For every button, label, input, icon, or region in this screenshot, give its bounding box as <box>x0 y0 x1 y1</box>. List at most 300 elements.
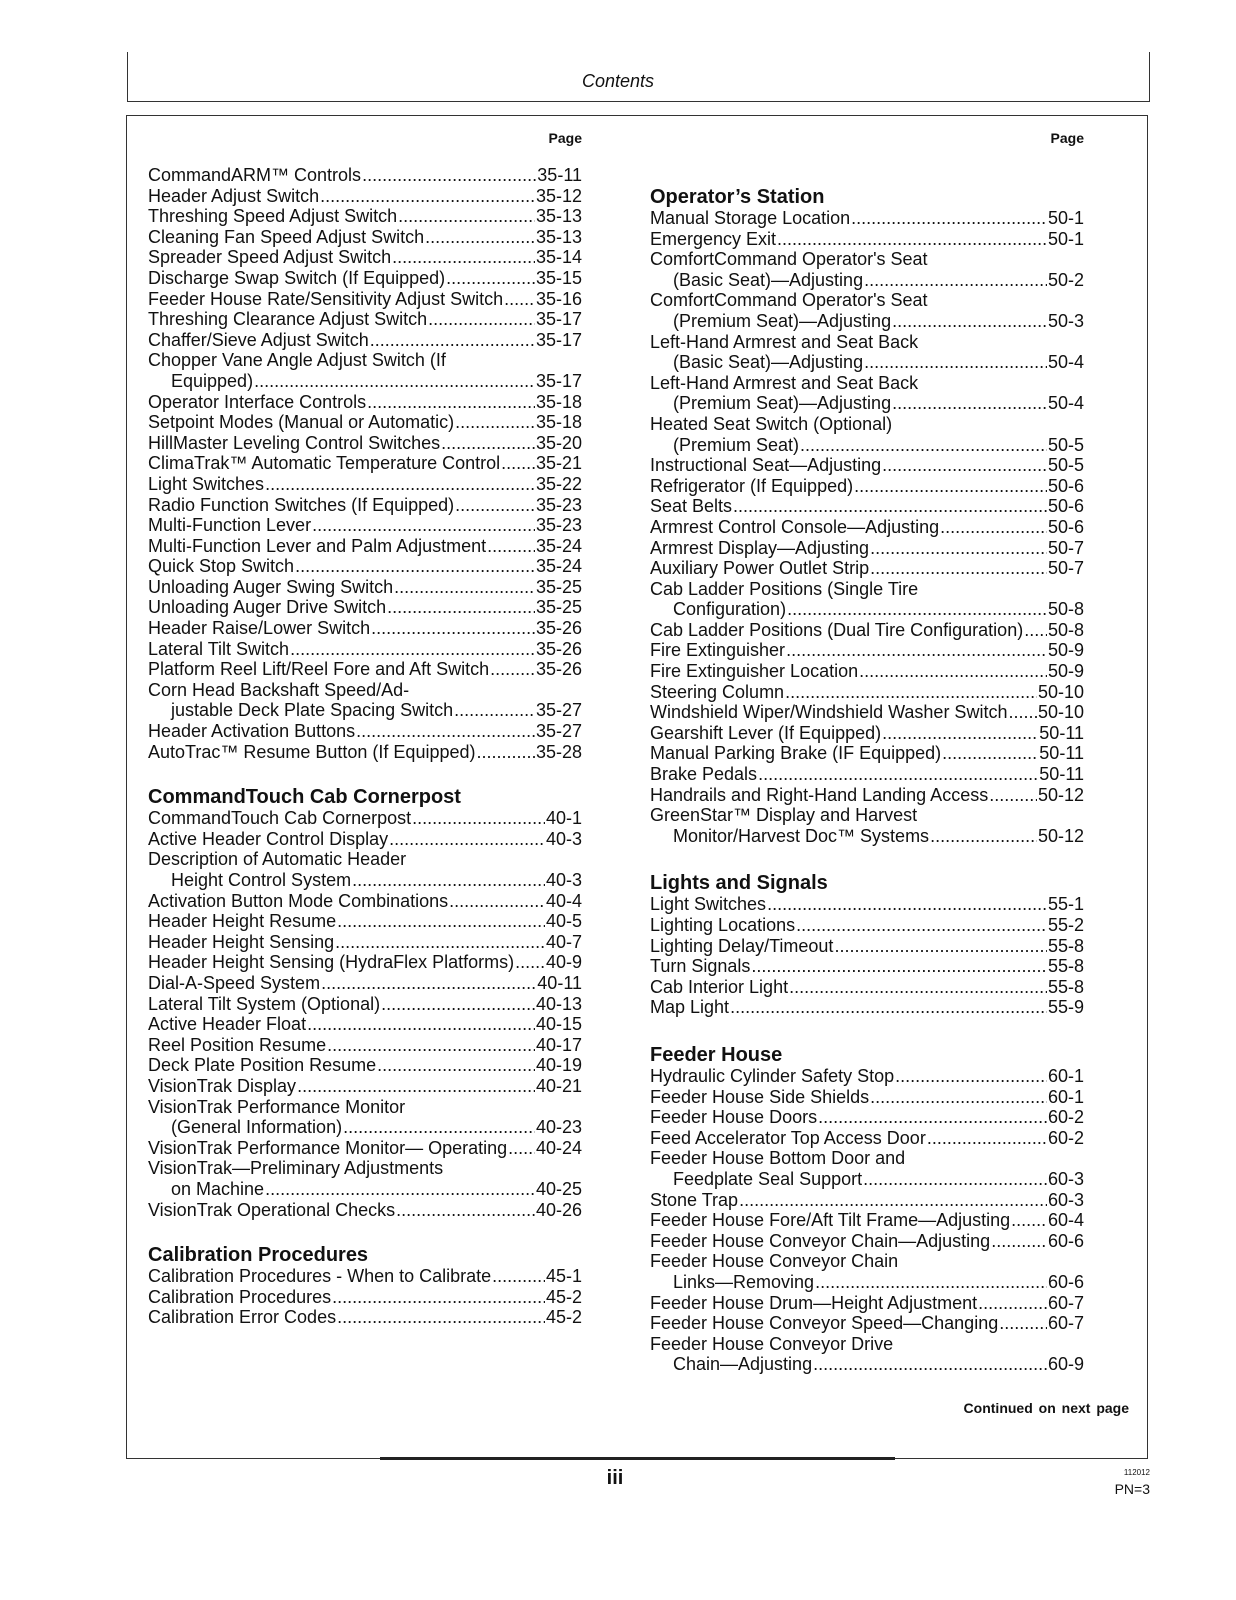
dot-leader <box>455 495 535 516</box>
section-gap <box>148 1220 582 1245</box>
toc-entry-page: 40-21 <box>535 1075 582 1096</box>
dot-leader <box>501 453 535 474</box>
dot-leader <box>398 206 535 227</box>
toc-entry[interactable] <box>148 618 582 639</box>
toc-entry-title: Gearshift Lever (If Equipped) <box>650 722 882 743</box>
toc-entry[interactable] <box>650 1272 1084 1293</box>
toc-entry[interactable] <box>148 330 582 351</box>
toc-entry-page: 50-4 <box>1047 352 1084 373</box>
toc-entry[interactable] <box>650 1169 1084 1190</box>
toc-entry[interactable] <box>650 229 1084 250</box>
dot-leader <box>367 392 535 413</box>
toc-entry[interactable] <box>148 371 582 392</box>
toc-entry[interactable] <box>650 352 1084 373</box>
toc-entry-page: 50-11 <box>1039 743 1084 764</box>
toc-entry[interactable] <box>148 412 582 433</box>
toc-entry-page: 50-10 <box>1037 681 1084 702</box>
toc-entry-title: AutoTrac™ Resume Button (If Equipped) <box>148 741 476 762</box>
toc-entry-page: 35-17 <box>535 329 582 350</box>
toc-entry-page: 55-8 <box>1047 976 1084 997</box>
toc-entry[interactable] <box>650 915 1084 936</box>
dot-leader <box>389 829 545 850</box>
toc-entry-title: Lateral Tilt Switch <box>148 638 290 659</box>
toc-entry-line: Corn Head Backshaft Speed/Ad- <box>148 679 410 700</box>
toc-entry-title: Header Raise/Lower Switch <box>148 618 371 639</box>
toc-entry-page: 60-1 <box>1047 1065 1084 1086</box>
toc-entry[interactable] <box>650 599 1084 620</box>
dot-leader <box>396 1200 535 1221</box>
toc-entry[interactable] <box>650 682 1084 703</box>
section-entries <box>650 894 1084 1018</box>
toc-entry[interactable] <box>650 1354 1084 1375</box>
dot-leader <box>930 826 1037 847</box>
toc-entry-title: VisionTrak Operational Checks <box>148 1199 396 1220</box>
toc-entry-page: 50-9 <box>1047 661 1084 682</box>
toc-entry-title: (General Information) <box>171 1117 343 1138</box>
toc-entry[interactable] <box>148 829 582 850</box>
toc-sections <box>148 762 582 1328</box>
toc-entry-line: Left-Hand Armrest and Seat Back <box>650 372 919 393</box>
dot-leader <box>796 915 1047 936</box>
section-gap <box>148 762 582 787</box>
toc-entry[interactable] <box>650 1066 1084 1087</box>
toc-entry-title: Deck Plate Position Resume <box>148 1055 377 1076</box>
toc-entry[interactable] <box>148 453 582 474</box>
section-heading: Lights and Signals <box>650 872 828 895</box>
dot-leader <box>730 997 1047 1018</box>
toc-entry[interactable] <box>148 952 582 973</box>
toc-entry-title: CommandTouch Cab Cornerpost <box>148 808 412 829</box>
toc-entry[interactable] <box>148 1307 582 1328</box>
toc-entry-page: 50-12 <box>1037 825 1084 846</box>
dot-leader <box>834 936 1047 957</box>
toc-entry[interactable] <box>650 997 1084 1018</box>
toc-entry-page: 40-17 <box>535 1034 582 1055</box>
toc-entry-page: 35-28 <box>535 741 582 762</box>
toc-entry-title: Platform Reel Lift/Reel Fore and Aft Switch <box>148 659 490 680</box>
toc-entry-page: 40-3 <box>545 870 582 890</box>
toc-entry-title: Auxiliary Power Outlet Strip <box>650 558 870 579</box>
dot-leader <box>332 1287 545 1308</box>
toc-entry-title: (Basic Seat)—Adjusting <box>673 352 864 373</box>
toc-entry-page: 50-8 <box>1047 619 1084 640</box>
toc-entry-title: Calibration Error Codes <box>148 1307 337 1328</box>
toc-entry[interactable] <box>650 1210 1084 1231</box>
dot-leader <box>337 911 545 932</box>
toc-entry[interactable] <box>650 640 1084 661</box>
toc-entry[interactable] <box>148 536 582 557</box>
toc-entry[interactable] <box>148 891 582 912</box>
toc-entry[interactable] <box>650 620 1084 641</box>
toc-entry[interactable] <box>148 515 582 536</box>
dot-leader <box>265 1179 535 1200</box>
dot-leader <box>989 785 1037 806</box>
toc-entry-page: 55-2 <box>1047 915 1084 935</box>
toc-entry-page: 40-3 <box>545 828 582 849</box>
toc-entry-page: 35-15 <box>535 267 582 288</box>
toc-entry-line: Left-Hand Armrest and Seat Back <box>650 331 919 352</box>
page-title: Contents <box>581 71 655 91</box>
dot-leader <box>892 393 1047 414</box>
toc-entry-title: on Machine <box>171 1178 265 1199</box>
toc-entry-title: Hydraulic Cylinder Safety Stop <box>650 1065 895 1086</box>
toc-entry-page: 60-4 <box>1047 1210 1084 1231</box>
dot-leader <box>942 743 1038 764</box>
dot-leader <box>767 894 1047 915</box>
toc-entry[interactable] <box>148 1179 582 1200</box>
toc-entry[interactable] <box>650 785 1084 806</box>
toc-entry-page: 50-1 <box>1047 208 1084 228</box>
toc-entry-title: Active Header Control Display <box>148 828 389 849</box>
toc-entry-page: 60-7 <box>1047 1313 1084 1334</box>
dot-leader <box>813 1354 1047 1375</box>
toc-entry[interactable] <box>148 659 582 680</box>
toc-entry-title: Seat Belts <box>650 496 733 517</box>
toc-entry-title: VisionTrak Performance Monitor— Operating <box>148 1137 508 1158</box>
dot-leader <box>892 311 1047 332</box>
dot-leader <box>978 1293 1047 1314</box>
page-number: iii <box>606 1467 624 1489</box>
toc-entry-title: (Premium Seat) <box>673 434 800 455</box>
toc-entry-title: Feeder House Conveyor Chain—Adjusting <box>650 1230 991 1251</box>
toc-entry-title: Lighting Delay/Timeout <box>650 935 834 956</box>
toc-entry-title: Manual Parking Brake (IF Equipped) <box>650 743 942 764</box>
toc-entry[interactable] <box>650 743 1084 764</box>
toc-entry[interactable] <box>148 289 582 310</box>
dot-leader <box>800 435 1047 456</box>
dot-leader <box>381 994 535 1015</box>
toc-entry-title: Refrigerator (If Equipped) <box>650 475 854 496</box>
toc-entry-page: 55-8 <box>1047 956 1084 977</box>
toc-entry-page: 40-11 <box>537 972 582 993</box>
toc-entry-page: 40-26 <box>535 1199 582 1220</box>
dot-leader <box>327 1035 535 1056</box>
dot-leader <box>387 597 535 618</box>
toc-entry-title: Operator Interface Controls <box>148 391 367 412</box>
toc-entry-page: 35-26 <box>535 659 582 680</box>
toc-entry-title: Fire Extinguisher Location <box>650 661 859 682</box>
toc-entry-title: Lighting Locations <box>650 915 796 935</box>
toc-entry-page: 50-6 <box>1047 475 1084 496</box>
dot-leader <box>882 723 1038 744</box>
toc-entry[interactable] <box>148 1117 582 1138</box>
toc-entry[interactable] <box>650 1190 1084 1211</box>
toc-entry[interactable] <box>148 1200 582 1221</box>
dot-leader <box>1011 1210 1047 1231</box>
dot-leader <box>490 659 535 680</box>
toc-entry-page: 45-1 <box>545 1266 582 1287</box>
toc-entry-title: Configuration) <box>673 599 787 620</box>
section-gap <box>650 846 1084 873</box>
toc-entry-page: 40-9 <box>545 952 582 973</box>
toc-entry-title: Equipped) <box>171 370 254 391</box>
toc-entry[interactable] <box>148 227 582 248</box>
toc-entry-page: 35-23 <box>535 515 582 536</box>
toc-entry-page: 40-19 <box>535 1055 582 1076</box>
toc-entry-page: 40-7 <box>545 931 582 952</box>
dot-leader <box>940 517 1047 538</box>
toc-entry-page: 50-2 <box>1047 269 1084 290</box>
dot-leader <box>265 474 535 495</box>
toc-entry-title: Dial-A-Speed System <box>148 972 321 993</box>
dot-leader <box>312 515 535 536</box>
toc-entry[interactable] <box>148 994 582 1015</box>
toc-entry-line: Cab Ladder Positions (Single Tire <box>650 578 919 599</box>
toc-entry-title: Active Header Float <box>148 1014 307 1035</box>
dot-leader <box>864 352 1047 373</box>
dot-leader <box>477 742 535 763</box>
toc-entry[interactable] <box>650 1107 1084 1128</box>
toc-entry[interactable] <box>148 1287 582 1308</box>
toc-entry[interactable] <box>148 247 582 268</box>
toc-entry[interactable] <box>650 270 1084 291</box>
dot-leader <box>492 1266 545 1287</box>
toc-entry-title: Calibration Procedures <box>148 1286 332 1307</box>
dot-leader <box>789 977 1047 998</box>
section-entries <box>650 208 1084 846</box>
toc-entry-title: Feeder House Side Shields <box>650 1086 870 1107</box>
toc-entry[interactable] <box>148 1035 582 1056</box>
toc-entry[interactable] <box>148 206 582 227</box>
toc-entry[interactable] <box>148 808 582 829</box>
toc-entry-title: justable Deck Plate Spacing Switch <box>171 700 454 721</box>
dot-leader <box>371 618 535 639</box>
toc-entry-page: 50-6 <box>1047 496 1084 517</box>
toc-entry-title: Brake Pedals <box>650 764 758 785</box>
toc-entry[interactable] <box>650 1231 1084 1252</box>
toc-entry[interactable] <box>148 932 582 953</box>
section-gap <box>650 1018 1084 1045</box>
dot-leader <box>777 229 1047 250</box>
toc-entry-title: Header Adjust Switch <box>148 185 320 206</box>
toc-entry-page: 35-22 <box>535 473 582 494</box>
toc-entry-title: Links—Removing <box>673 1271 815 1292</box>
toc-entry-page: 50-6 <box>1047 516 1084 537</box>
toc-entry[interactable] <box>650 894 1084 915</box>
toc-entry[interactable] <box>148 911 582 932</box>
toc-entry-page: 60-6 <box>1047 1271 1084 1292</box>
dot-leader <box>352 870 545 891</box>
toc-entry-title: Cab Interior Light <box>650 976 789 997</box>
toc-entry[interactable] <box>650 558 1084 579</box>
toc-entry-title: Discharge Swap Switch (If Equipped) <box>148 267 446 288</box>
dot-leader <box>307 1014 535 1035</box>
toc-entry[interactable] <box>148 742 582 763</box>
toc-entry[interactable] <box>148 973 582 994</box>
dot-leader <box>870 558 1047 579</box>
toc-entry-title: Monitor/Harvest Doc™ Systems <box>673 825 930 846</box>
toc-entry[interactable] <box>148 577 582 598</box>
section-entries <box>650 1066 1084 1375</box>
dot-leader <box>508 1138 535 1159</box>
toc-entry[interactable] <box>650 1087 1084 1108</box>
toc-entry-page: 40-13 <box>535 993 582 1014</box>
toc-entry-page: 45-2 <box>545 1286 582 1307</box>
toc-entry-title: Quick Stop Switch <box>148 556 295 577</box>
toc-entry[interactable] <box>148 268 582 289</box>
toc-entry-title: Windshield Wiper/Windshield Washer Switch <box>650 702 1008 723</box>
toc-entry-title: Armrest Control Console—Adjusting <box>650 516 940 537</box>
toc-entry-page: 40-24 <box>535 1137 582 1158</box>
toc-entry-title: Steering Column <box>650 681 785 702</box>
dot-leader <box>787 599 1047 620</box>
toc-entry-page: 35-21 <box>535 453 582 474</box>
toc-entry[interactable] <box>148 474 582 495</box>
toc-entry-title: Feeder House Drum—Height Adjustment <box>650 1292 978 1313</box>
dot-leader <box>290 639 535 660</box>
toc-entry[interactable] <box>148 495 582 516</box>
toc-entry-page: 35-20 <box>535 432 582 453</box>
toc-entry[interactable] <box>650 1128 1084 1149</box>
toc-entry[interactable] <box>148 556 582 577</box>
toc-entry-page: 35-23 <box>535 494 582 515</box>
toc-entry-title: Stone Trap <box>650 1189 739 1210</box>
dot-leader <box>337 1307 545 1328</box>
toc-entry-title: Feeder House Conveyor Speed—Changing <box>650 1313 999 1334</box>
toc-entry[interactable] <box>148 1266 582 1287</box>
dot-leader <box>854 476 1047 497</box>
toc-entry-title: (Premium Seat)—Adjusting <box>673 310 892 331</box>
toc-entry-line: Feeder House Conveyor Chain <box>650 1251 899 1272</box>
toc-entry[interactable] <box>148 700 582 721</box>
dot-leader <box>1008 702 1037 723</box>
toc-sections <box>650 187 1084 1375</box>
dot-leader <box>394 577 535 598</box>
toc-entry-title: Multi-Function Lever and Palm Adjustment <box>148 535 487 556</box>
toc-entry[interactable] <box>148 433 582 454</box>
dot-leader <box>895 1066 1047 1087</box>
toc-entry-title: VisionTrak Display <box>148 1075 297 1096</box>
toc-entry-page: 50-10 <box>1037 702 1084 723</box>
section-heading: Feeder House <box>650 1043 783 1066</box>
toc-entry[interactable] <box>650 936 1084 957</box>
toc-entry-page: 60-1 <box>1047 1086 1084 1107</box>
toc-entry-title: Handrails and Right-Hand Landing Access <box>650 784 989 805</box>
toc-entry-page: 35-27 <box>535 700 582 721</box>
toc-entry[interactable] <box>650 764 1084 785</box>
document-code: 112012 <box>1123 1468 1150 1477</box>
toc-entry[interactable] <box>650 476 1084 497</box>
toc-entry-line: VisionTrak—Preliminary Adjustments <box>148 1158 444 1179</box>
toc-entry[interactable] <box>650 455 1084 476</box>
toc-entry[interactable] <box>650 723 1084 744</box>
page-column-label: Page <box>1050 130 1084 146</box>
toc-entry-title: Chaffer/Sieve Adjust Switch <box>148 329 369 350</box>
toc-entry-line: GreenStar™ Display and Harvest <box>650 805 918 826</box>
dot-leader <box>425 227 535 248</box>
toc-column-left <box>148 128 582 1328</box>
toc-entry[interactable] <box>148 392 582 413</box>
toc-entry[interactable] <box>148 721 582 742</box>
toc-entry-title: Light Switches <box>148 473 265 494</box>
dot-leader <box>751 956 1047 977</box>
toc-entry-title: Threshing Speed Adjust Switch <box>148 206 398 227</box>
toc-entry-line: ComfortCommand Operator's Seat <box>650 290 928 311</box>
dot-leader <box>455 412 535 433</box>
toc-entry-title: Activation Button Mode Combinations <box>148 890 449 911</box>
toc-entry-page: 35-18 <box>535 412 582 433</box>
toc-entry-page: 50-9 <box>1047 640 1084 661</box>
section-entries <box>148 1266 582 1328</box>
dot-leader <box>321 973 536 994</box>
dot-leader <box>297 1076 535 1097</box>
toc-entry[interactable] <box>148 597 582 618</box>
dot-leader <box>870 538 1047 559</box>
dot-leader <box>356 721 535 742</box>
toc-entry[interactable] <box>148 1014 582 1035</box>
toc-entry[interactable] <box>148 870 582 891</box>
toc-entry-title: Instructional Seat—Adjusting <box>650 455 882 476</box>
dot-leader <box>377 1055 535 1076</box>
toc-entry-line: Heated Seat Switch (Optional) <box>650 413 893 434</box>
dot-leader <box>870 1087 1047 1108</box>
dot-leader <box>859 661 1047 682</box>
toc-entry[interactable] <box>650 208 1084 229</box>
toc-entry[interactable] <box>650 517 1084 538</box>
toc-entry[interactable] <box>148 1055 582 1076</box>
toc-entry-title: Feedplate Seal Support <box>673 1168 863 1189</box>
toc-entry[interactable] <box>148 1076 582 1097</box>
toc-entry-page: 40-15 <box>535 1014 582 1035</box>
toc-entry[interactable] <box>650 661 1084 682</box>
toc-entry-page: 35-17 <box>535 370 582 391</box>
dot-leader <box>295 556 535 577</box>
section-heading: Calibration Procedures <box>148 1244 369 1267</box>
header-bottom-rule <box>127 101 1150 102</box>
toc-entry[interactable] <box>650 435 1084 456</box>
toc-entry[interactable] <box>650 1313 1084 1334</box>
toc-entry-page: 35-13 <box>535 226 582 247</box>
toc-entry[interactable] <box>650 538 1084 559</box>
toc-entry[interactable] <box>148 165 582 186</box>
page-column-label: Page <box>548 130 582 146</box>
dot-leader <box>487 536 535 557</box>
toc-entry-page: 60-3 <box>1047 1168 1084 1189</box>
toc-entry-title: Unloading Auger Drive Switch <box>148 597 387 618</box>
toc-entry[interactable] <box>650 496 1084 517</box>
dot-leader <box>428 309 535 330</box>
toc-entry-title: Radio Function Switches (If Equipped) <box>148 494 455 515</box>
toc-entry[interactable] <box>650 311 1084 332</box>
dot-leader <box>515 952 545 973</box>
toc-entry[interactable] <box>650 1293 1084 1314</box>
toc-entry-title: (Basic Seat)—Adjusting <box>673 269 864 290</box>
toc-entry[interactable] <box>650 393 1084 414</box>
toc-entry[interactable] <box>148 309 582 330</box>
toc-entry[interactable] <box>148 186 582 207</box>
toc-entry[interactable] <box>650 956 1084 977</box>
toc-entry-title: Height Control System <box>171 870 352 890</box>
dot-leader <box>343 1117 535 1138</box>
toc-entry[interactable] <box>148 1138 582 1159</box>
toc-entry-line: Feeder House Bottom Door and <box>650 1148 906 1169</box>
dot-leader <box>454 700 535 721</box>
dot-leader <box>818 1107 1047 1128</box>
toc-entry-page: 35-24 <box>535 535 582 556</box>
toc-entry[interactable] <box>148 639 582 660</box>
dot-leader <box>739 1190 1047 1211</box>
toc-entry[interactable] <box>650 702 1084 723</box>
toc-entry[interactable] <box>650 977 1084 998</box>
toc-entry[interactable] <box>650 826 1084 847</box>
toc-entry-title: Light Switches <box>650 894 767 915</box>
dot-leader <box>362 165 536 186</box>
toc-entry-page: 55-8 <box>1047 935 1084 956</box>
dot-leader <box>815 1272 1047 1293</box>
toc-entry-page: 50-4 <box>1047 393 1084 414</box>
dot-leader <box>1024 620 1047 641</box>
toc-entry-page: 50-5 <box>1047 434 1084 455</box>
